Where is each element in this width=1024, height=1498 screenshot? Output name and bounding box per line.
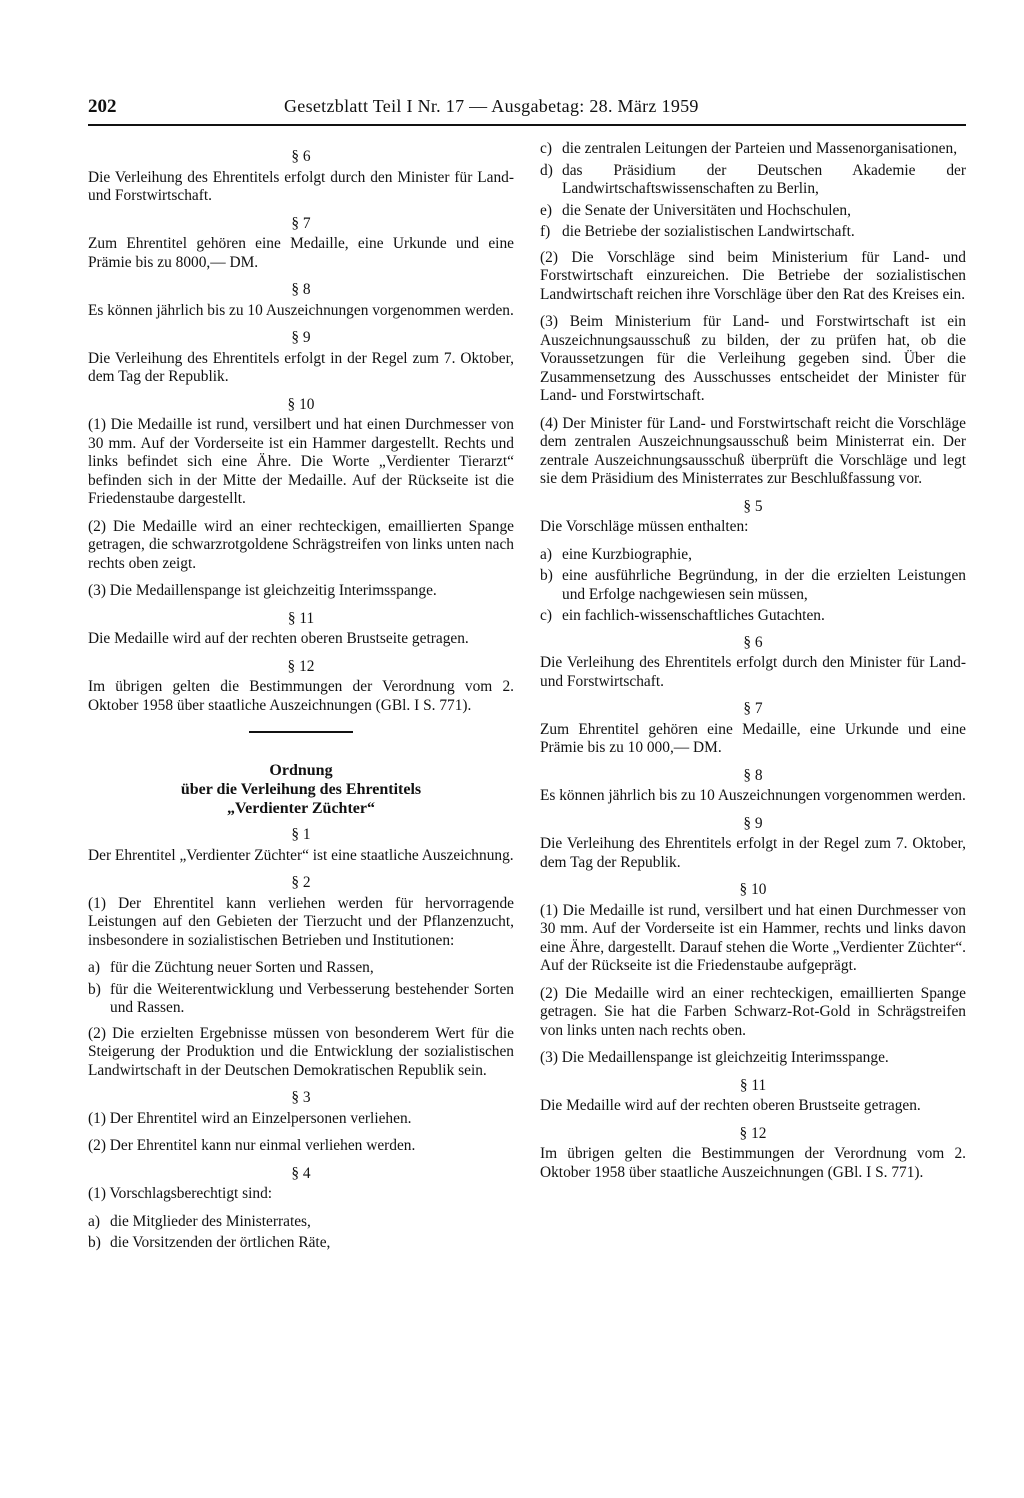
list-marker: b): [88, 1234, 101, 1251]
section-heading: § 9: [743, 814, 763, 832]
list-item: [540, 546, 966, 565]
left-column: [88, 140, 514, 1260]
section-heading: § 6: [743, 633, 763, 651]
section-heading: § 12: [287, 657, 315, 675]
list-item: [88, 1213, 514, 1232]
paragraph: Die Vorschläge müssen enthalten:: [540, 518, 749, 535]
paragraph: (2) Die Vorschläge sind beim Ministerium für Land- und Forstwirtschaft einzureichen. Die Betriebe der sozialistischen Landwirtschaft reichen ihre Vorschläge über den Rat des Kreises ein.: [540, 248, 966, 303]
section-heading: § 7: [291, 214, 311, 232]
section-heading: § 10: [287, 395, 315, 413]
list-item: [88, 959, 514, 978]
paragraph: (1) Die Medaille ist rund, versilbert und hat einen Durchmesser von 30 mm. Auf der Vorderseite ist ein Hammer, rechts und links davon eine Ähre, dargestellt. Darauf stehen die Worte „Verdienter Züchter“. Auf der Rückseite ist die Friedenstaube aufgeprägt.: [540, 901, 966, 974]
list-marker: c): [540, 607, 552, 624]
list-item: [540, 162, 966, 199]
list-text: die Betriebe der sozialistischen Landwirtschaft.: [562, 223, 855, 240]
list-marker: d): [540, 161, 553, 179]
paragraph: Zum Ehrentitel gehören eine Medaille, eine Urkunde und eine Prämie bis zu 8000,— DM.: [88, 235, 514, 271]
paragraph: (3) Die Medaillenspange ist gleichzeitig Interimsspange.: [540, 1049, 889, 1066]
paragraph: Die Verleihung des Ehrentitels erfolgt durch den Minister für Land- und Forstwirtschaft.: [540, 654, 966, 690]
paragraph: Der Ehrentitel „Verdienter Züchter“ ist eine staatliche Auszeichnung.: [88, 846, 514, 864]
section-heading: § 1: [291, 826, 311, 843]
list-marker: f): [540, 223, 551, 240]
list-item: [540, 202, 966, 221]
section-heading: § 10: [739, 881, 767, 898]
list-text: eine ausführliche Begründung, in der die erzielten Leistungen und Erfolge nachgewiesen sein müssen,: [562, 567, 966, 603]
page-header: [88, 96, 966, 126]
list-item: [88, 981, 514, 1018]
section-heading: § 9: [291, 329, 311, 346]
paragraph: Die Verleihung des Ehrentitels erfolgt in der Regel zum 7. Oktober, dem Tag der Republik.: [88, 349, 514, 385]
ordinance-title-line: Ordnung: [269, 762, 333, 779]
ordinance-title-line: „Verdienter Züchter“: [227, 800, 375, 817]
paragraph: (1) Die Medaille ist rund, versilbert und hat einen Durchmesser von 30 mm. Auf der Vorderseite ist ein Hammer dargestellt. Rechts und links befindet sich eine Ähre. Die Worte „Verdienter Tierarzt“ befinden sich in der Mitte der Medaille. Auf der Rückseite ist die Friedenstaube dargestellt.: [88, 416, 514, 507]
list-marker: b): [88, 980, 101, 998]
list-item: [540, 607, 966, 626]
list-marker: b): [540, 567, 553, 584]
paragraph: Die Medaille wird auf der rechten oberen Brustseite getragen.: [540, 1097, 921, 1114]
paragraph: Es können jährlich bis zu 10 Auszeichnungen vorgenommen werden.: [540, 787, 966, 804]
list-text: die Senate der Universitäten und Hochschulen,: [562, 201, 851, 219]
section-heading: § 2: [291, 874, 311, 891]
paragraph: (2) Die Medaille wird an einer rechteckigen, emaillierten Spange getragen. Sie hat die Farben Schwarz-Rot-Gold in Schrägstreifen von links unten nach rechts oben.: [540, 984, 966, 1039]
enumeration: [88, 959, 514, 1018]
section-heading: § 4: [291, 1164, 311, 1182]
list-text: für die Weiterentwicklung und Verbesserung bestehender Sorten und Rassen.: [110, 980, 514, 1016]
list-text: die Mitglieder des Ministerrates,: [110, 1212, 311, 1230]
list-marker: a): [88, 1212, 100, 1230]
list-text: eine Kurzbiographie,: [562, 545, 692, 563]
paragraph: Im übrigen gelten die Bestimmungen der Verordnung vom 2. Oktober 1958 über staatliche Auszeichnungen (GBl. I S. 771).: [540, 1145, 966, 1181]
list-marker: a): [540, 545, 552, 563]
paragraph: (2) Die erzielten Ergebnisse müssen von besonderem Wert für die Steigerung der Produktion und die Entwicklung der sozialistischen Landwirtschaft in der Deutschen Demokratischen Republik sein.: [88, 1024, 514, 1079]
section-heading: § 7: [743, 700, 763, 717]
list-item: [540, 140, 966, 159]
list-marker: c): [540, 140, 552, 157]
list-item: [88, 1234, 514, 1253]
enumeration: [540, 140, 966, 242]
ordinance-title-line: über die Verleihung des Ehrentitels: [180, 781, 422, 798]
list-text: für die Züchtung neuer Sorten und Rassen,: [110, 959, 374, 976]
separator-rule: [249, 731, 353, 733]
paragraph: Die Verleihung des Ehrentitels erfolgt in der Regel zum 7. Oktober, dem Tag der Republik.: [540, 835, 966, 871]
paragraph: (3) Beim Ministerium für Land- und Forstwirtschaft ist ein Auszeichnungsausschuß zu bilden, der zu prüfen hat, ob die Voraussetzungen für die Verleihung gegeben sind. Über die Zusammensetzung des Ausschusses entscheidet der Minister für Land- und Forstwirtschaft.: [540, 313, 966, 404]
page-number: 202: [88, 96, 117, 117]
section-heading: § 11: [287, 609, 315, 627]
section-heading: § 11: [739, 1076, 767, 1094]
paragraph: (1) Vorschlagsberechtigt sind:: [88, 1185, 273, 1202]
paragraph: Im übrigen gelten die Bestimmungen der Verordnung vom 2. Oktober 1958 über staatliche Auszeichnungen (GBl. I S. 771).: [88, 678, 514, 714]
paragraph: Zum Ehrentitel gehören eine Medaille, eine Urkunde und eine Prämie bis zu 10 000,— DM.: [540, 720, 966, 756]
paragraph: (1) Der Ehrentitel kann verliehen werden für hervorragende Leistungen auf den Gebieten der Tierzucht und der Pflanzenzucht, insbesondere in sozialistischen Betrieben und Institutionen:: [88, 894, 514, 949]
right-column: [540, 140, 966, 1191]
paragraph: (2) Der Ehrentitel kann nur einmal verliehen werden.: [88, 1137, 416, 1154]
list-marker: a): [88, 959, 100, 976]
section-heading: § 5: [743, 497, 763, 515]
enumeration: [540, 546, 966, 626]
enumeration: [88, 1213, 514, 1253]
paragraph: (4) Der Minister für Land- und Forstwirtschaft reicht die Vorschläge dem zentralen Auszeichnungsausschuß beim Ministerrat ein. Der zentrale Auszeichnungsausschuß überprüft die Vorschläge und legt sie dem Präsidium des Ministerrates zur Beschlußfassung vor.: [540, 414, 966, 487]
section-heading: § 8: [291, 281, 311, 298]
ordinance-title: [88, 761, 514, 818]
paragraph: Es können jährlich bis zu 10 Auszeichnungen vorgenommen werden.: [88, 301, 514, 319]
running-title: Gesetzblatt Teil I Nr. 17 — Ausgabetag: 28. März 1959: [284, 96, 699, 116]
list-item: [540, 223, 966, 242]
list-text: ein fachlich-wissenschaftliches Gutachten.: [562, 607, 825, 624]
paragraph: (1) Der Ehrentitel wird an Einzelpersonen verliehen.: [88, 1109, 412, 1127]
paragraph: (3) Die Medaillenspange ist gleichzeitig Interimsspange.: [88, 582, 437, 599]
list-text: die Vorsitzenden der örtlichen Räte,: [110, 1234, 331, 1251]
section-heading: § 12: [739, 1124, 767, 1142]
section-heading: § 3: [291, 1089, 311, 1106]
list-text: die zentralen Leitungen der Parteien und Massenorganisationen,: [562, 140, 958, 157]
section-heading: § 8: [743, 766, 763, 784]
paragraph: Die Medaille wird auf der rechten oberen Brustseite getragen.: [88, 630, 469, 647]
paragraph: Die Verleihung des Ehrentitels erfolgt durch den Minister für Land- und Forstwirtschaft.: [88, 168, 514, 204]
section-heading: § 6: [291, 148, 311, 165]
list-text: das Präsidium der Deutschen Akademie der Landwirtschaftswissenschaften zu Berlin,: [562, 161, 966, 197]
paragraph: (2) Die Medaille wird an einer rechteckigen, emaillierten Spange getragen, die schwarzrotgoldene Schrägstreifen von links unten nach rechts oben zeigt.: [88, 517, 514, 572]
list-marker: e): [540, 201, 552, 219]
list-item: [540, 567, 966, 604]
